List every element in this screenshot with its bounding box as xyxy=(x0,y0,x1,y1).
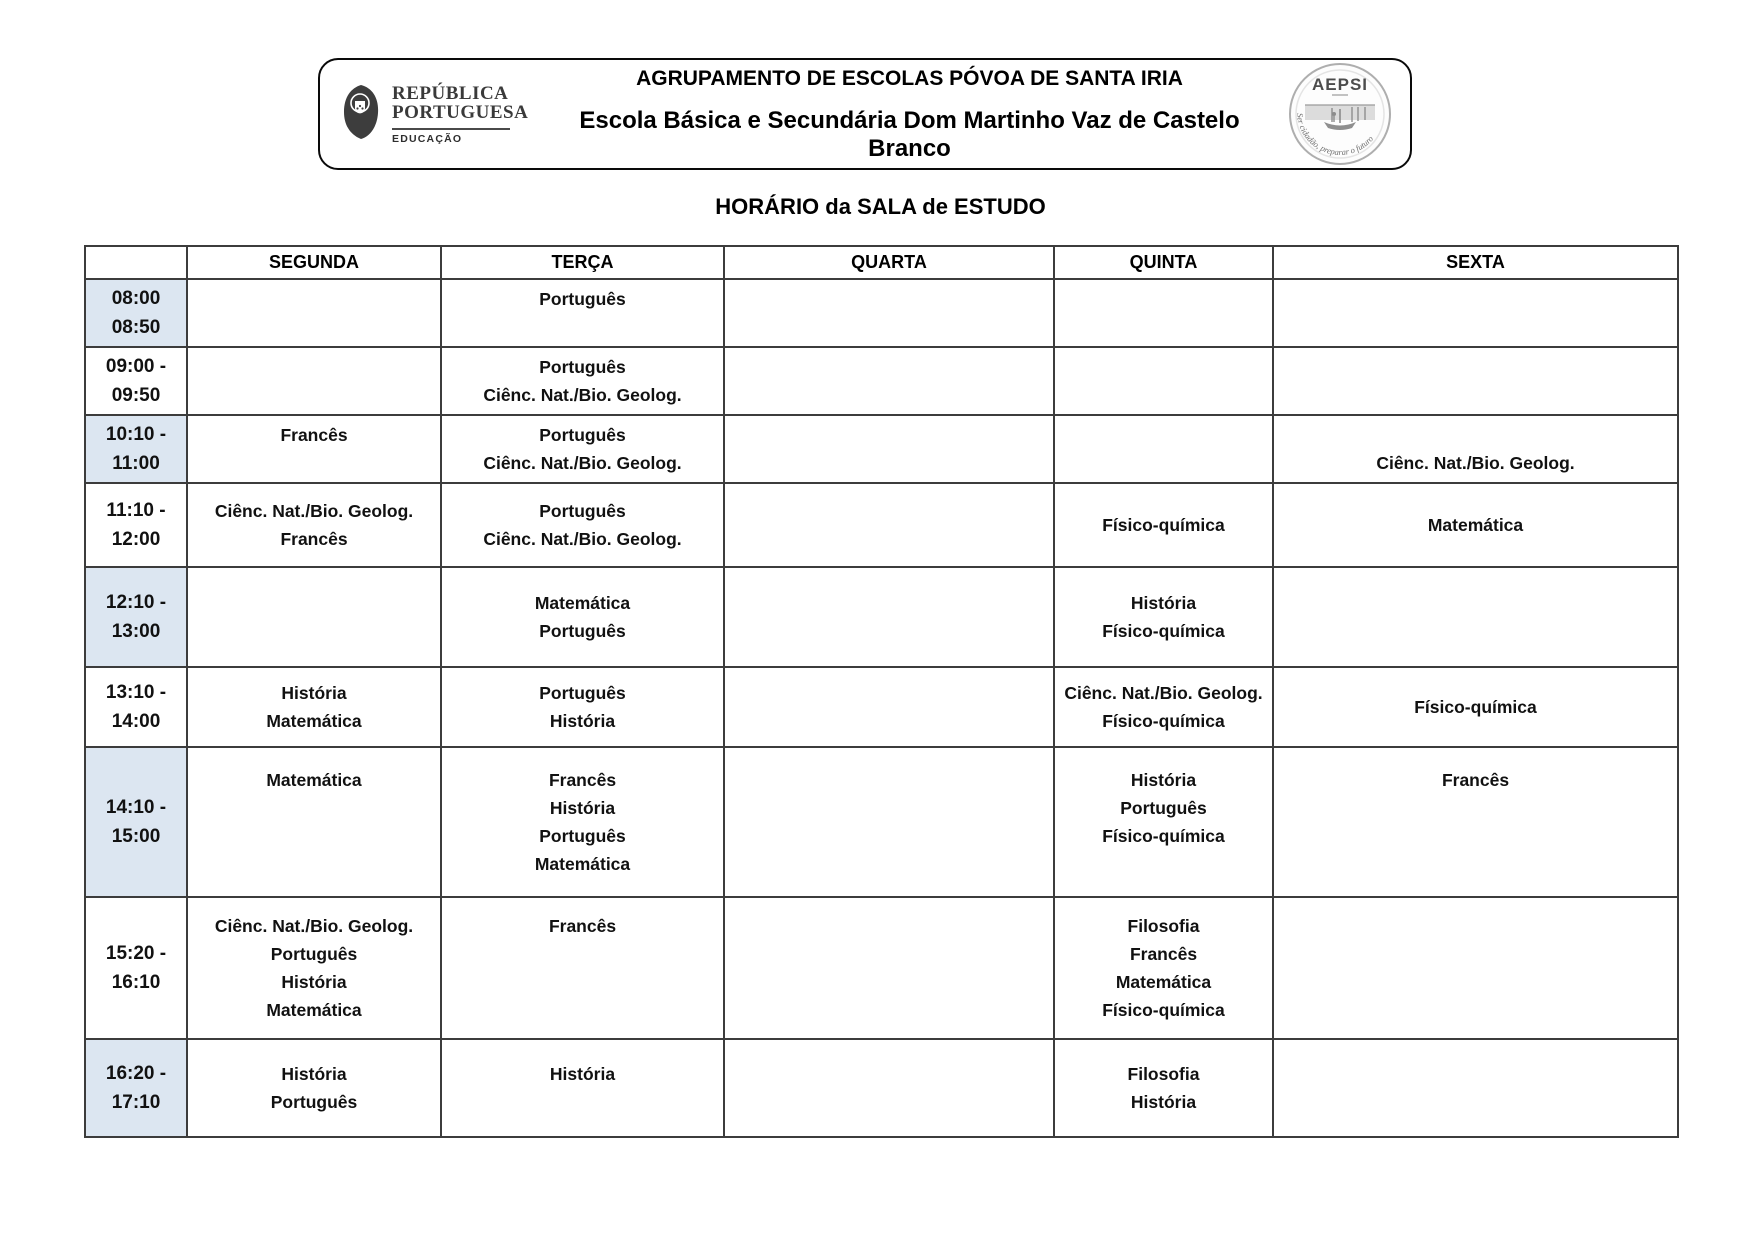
cell-quinta-row4 xyxy=(1054,567,1273,667)
cell-quarta-row2 xyxy=(724,415,1054,483)
subject-label: Francês xyxy=(280,529,348,549)
subject-label: História xyxy=(281,683,347,703)
time-label: 09:00 - xyxy=(105,356,167,377)
subject-label: Português xyxy=(539,501,626,521)
subject-label: Matemática xyxy=(1115,972,1212,992)
subject-label: História xyxy=(549,711,616,731)
subject-label: Francês xyxy=(280,425,348,445)
agrupamento-name: AGRUPAMENTO DE ESCOLAS PÓVOA DE SANTA IRIA xyxy=(636,67,1183,90)
subject-label: História xyxy=(549,798,616,818)
page-title: HORÁRIO da SALA de ESTUDO xyxy=(715,194,1046,219)
cell-sexta-row2 xyxy=(1273,415,1678,483)
subject-label: Matemática xyxy=(534,854,631,874)
subject-label: Físico-química xyxy=(1102,1000,1225,1020)
day-header-quarta: QUARTA xyxy=(724,246,1054,279)
cell-segunda-row4 xyxy=(187,567,441,667)
cell-segunda-row8 xyxy=(187,1039,441,1137)
subject-label: Matemática xyxy=(534,593,631,613)
subject-label: Francês xyxy=(548,916,617,936)
subject-label: Português xyxy=(270,944,358,964)
cell-quinta-row0 xyxy=(1054,279,1273,347)
cell-quarta-row3 xyxy=(724,483,1054,567)
time-slot-8 xyxy=(85,1039,187,1137)
subject-label: Filosofia xyxy=(1127,916,1200,936)
subject-label: Português xyxy=(539,621,626,641)
gov-logo-line1: REPÚBLICA xyxy=(392,82,509,104)
gov-logo-line2: PORTUGUESA xyxy=(392,102,529,124)
subject-label: História xyxy=(549,1064,616,1084)
time-label: 10:10 - xyxy=(105,424,167,445)
subject-label xyxy=(450,996,715,1024)
subject-label: Ciênc. Nat./Bio. Geolog. xyxy=(1376,453,1575,473)
timetable-row-5 xyxy=(85,667,1678,747)
subject-label: Ciênc. Nat./Bio. Geolog. xyxy=(483,453,682,473)
cell-quarta-row7 xyxy=(724,897,1054,1039)
subject-label: História xyxy=(1130,1092,1197,1112)
subject-label: Físico-química xyxy=(1102,515,1225,535)
cell-terca-row0 xyxy=(441,279,724,347)
aepsi-acronym: AEPSI xyxy=(1311,75,1369,94)
timetable-header-row xyxy=(85,246,1678,279)
subject-label xyxy=(1282,850,1669,878)
subject-label xyxy=(1282,822,1669,850)
subject-label: Ciênc. Nat./Bio. Geolog. xyxy=(214,501,414,521)
cell-quinta-row6 xyxy=(1054,747,1273,897)
timetable xyxy=(84,245,1679,1138)
time-label: 14:10 - xyxy=(105,797,167,818)
republica-portuguesa-logo xyxy=(340,83,535,146)
timetable-row-6 xyxy=(85,747,1678,897)
subject-label xyxy=(196,822,432,850)
subject-label: Matemática xyxy=(266,770,362,790)
time-label: 12:00 xyxy=(111,529,161,550)
time-slot-0 xyxy=(85,279,187,347)
time-label: 08:00 xyxy=(111,288,161,309)
timetable-row-3 xyxy=(85,483,1678,567)
subject-label: Português xyxy=(539,826,626,846)
cell-quarta-row5 xyxy=(724,667,1054,747)
cell-sexta-row5 xyxy=(1273,667,1678,747)
time-label: 13:00 xyxy=(111,621,161,642)
subject-label xyxy=(450,1088,715,1116)
subject-label: História xyxy=(281,1064,347,1084)
timetable-row-1 xyxy=(85,347,1678,415)
gov-logo-line3: EDUCAÇÃO xyxy=(392,132,463,145)
subject-label: História xyxy=(1130,770,1197,790)
timetable-row-8 xyxy=(85,1039,1678,1137)
cell-terca-row2 xyxy=(441,415,724,483)
aepsi-logo-icon xyxy=(1288,62,1392,166)
time-label: 16:10 xyxy=(111,972,161,993)
subject-label: Português xyxy=(539,357,626,377)
time-slot-3 xyxy=(85,483,187,567)
subject-label xyxy=(1282,794,1669,822)
subject-label: Português xyxy=(1120,798,1207,818)
day-header-segunda: SEGUNDA xyxy=(187,246,441,279)
subject-label xyxy=(1063,850,1264,878)
cell-segunda-row2 xyxy=(187,415,441,483)
cell-segunda-row3 xyxy=(187,483,441,567)
subject-label: Matemática xyxy=(266,711,362,731)
time-slot-6 xyxy=(85,747,187,897)
subject-label: Português xyxy=(539,683,626,703)
time-label: 16:20 - xyxy=(105,1063,167,1084)
time-slot-2 xyxy=(85,415,187,483)
subject-label: Francês xyxy=(1129,944,1198,964)
cell-quarta-row6 xyxy=(724,747,1054,897)
cell-sexta-row3 xyxy=(1273,483,1678,567)
cell-segunda-row5 xyxy=(187,667,441,747)
cell-sexta-row6 xyxy=(1273,747,1678,897)
cell-quinta-row1 xyxy=(1054,347,1273,415)
cell-sexta-row8 xyxy=(1273,1039,1678,1137)
aepsi-motto: Ser cidadão, preparar o futuro xyxy=(1294,112,1376,158)
time-label: 08:50 xyxy=(111,317,161,338)
cell-sexta-row7 xyxy=(1273,897,1678,1039)
time-label: 17:10 xyxy=(111,1092,161,1113)
timetable-row-0 xyxy=(85,279,1678,347)
time-label: 12:10 - xyxy=(105,592,167,613)
timetable-row-4 xyxy=(85,567,1678,667)
timetable-row-2 xyxy=(85,415,1678,483)
subject-label: Filosofia xyxy=(1127,1064,1200,1084)
cell-quarta-row8 xyxy=(724,1039,1054,1137)
subject-label xyxy=(196,449,432,477)
subject-label: Ciênc. Nat./Bio. Geolog. xyxy=(483,385,682,405)
cell-segunda-row1 xyxy=(187,347,441,415)
time-slot-4 xyxy=(85,567,187,667)
subject-label: Francês xyxy=(1441,770,1510,790)
cell-sexta-row4 xyxy=(1273,567,1678,667)
subject-label xyxy=(196,850,432,878)
time-slot-1 xyxy=(85,347,187,415)
time-slot-5 xyxy=(85,667,187,747)
corner-cell xyxy=(85,246,187,279)
cell-quarta-row0 xyxy=(724,279,1054,347)
subject-label: Ciênc. Nat./Bio. Geolog. xyxy=(483,529,682,549)
subject-label xyxy=(450,940,715,968)
time-label: 13:10 - xyxy=(105,682,167,703)
gov-emblem-icon xyxy=(340,83,382,146)
cell-terca-row4 xyxy=(441,567,724,667)
subject-label: Ciênc. Nat./Bio. Geolog. xyxy=(214,916,414,936)
aepsi-logo xyxy=(1284,62,1396,166)
cell-quarta-row1 xyxy=(724,347,1054,415)
cell-terca-row6 xyxy=(441,747,724,897)
cell-sexta-row0 xyxy=(1273,279,1678,347)
cell-quarta-row4 xyxy=(724,567,1054,667)
subject-label: Matemática xyxy=(1427,515,1524,535)
subject-label: Ciênc. Nat./Bio. Geolog. xyxy=(1064,683,1263,703)
cell-quinta-row5 xyxy=(1054,667,1273,747)
time-label: 11:00 xyxy=(112,453,160,474)
subject-label xyxy=(450,968,715,996)
subject-label: Físico-química xyxy=(1414,697,1537,717)
subject-label: História xyxy=(1130,593,1197,613)
gov-logo-divider xyxy=(392,128,510,130)
cell-quinta-row3 xyxy=(1054,483,1273,567)
cell-quinta-row7 xyxy=(1054,897,1273,1039)
cell-segunda-row7 xyxy=(187,897,441,1039)
time-label: 15:20 - xyxy=(105,943,167,964)
cell-terca-row1 xyxy=(441,347,724,415)
time-label: 14:00 xyxy=(111,711,161,732)
cell-segunda-row6 xyxy=(187,747,441,897)
timetable-row-7 xyxy=(85,897,1678,1039)
subject-label: História xyxy=(281,972,347,992)
day-header-sexta: SEXTA xyxy=(1273,246,1678,279)
subject-label: Português xyxy=(539,289,626,309)
subject-label: Físico-química xyxy=(1102,621,1225,641)
time-label: 15:00 xyxy=(111,826,161,847)
time-slot-7 xyxy=(85,897,187,1039)
subject-label xyxy=(196,794,432,822)
time-label: 09:50 xyxy=(111,385,161,406)
subject-label xyxy=(450,313,715,341)
cell-terca-row5 xyxy=(441,667,724,747)
day-header-quinta: QUINTA xyxy=(1054,246,1273,279)
subject-label: Matemática xyxy=(266,1000,362,1020)
cell-terca-row7 xyxy=(441,897,724,1039)
subject-label: Físico-química xyxy=(1102,826,1225,846)
school-names xyxy=(535,65,1284,163)
cell-quinta-row8 xyxy=(1054,1039,1273,1137)
school-name: Escola Básica e Secundária Dom Martinho Vaz de Castelo Branco xyxy=(579,107,1240,162)
subject-label: Português xyxy=(270,1092,358,1112)
time-label: 11:10 - xyxy=(106,500,166,521)
subject-label: Francês xyxy=(548,770,617,790)
school-header-box xyxy=(318,58,1412,170)
cell-segunda-row0 xyxy=(187,279,441,347)
subject-label xyxy=(1282,421,1669,449)
cell-terca-row8 xyxy=(441,1039,724,1137)
day-header-terca: TERÇA xyxy=(441,246,724,279)
cell-sexta-row1 xyxy=(1273,347,1678,415)
subject-label: Português xyxy=(539,425,626,445)
subject-label: Físico-química xyxy=(1102,711,1225,731)
cell-terca-row3 xyxy=(441,483,724,567)
cell-quinta-row2 xyxy=(1054,415,1273,483)
